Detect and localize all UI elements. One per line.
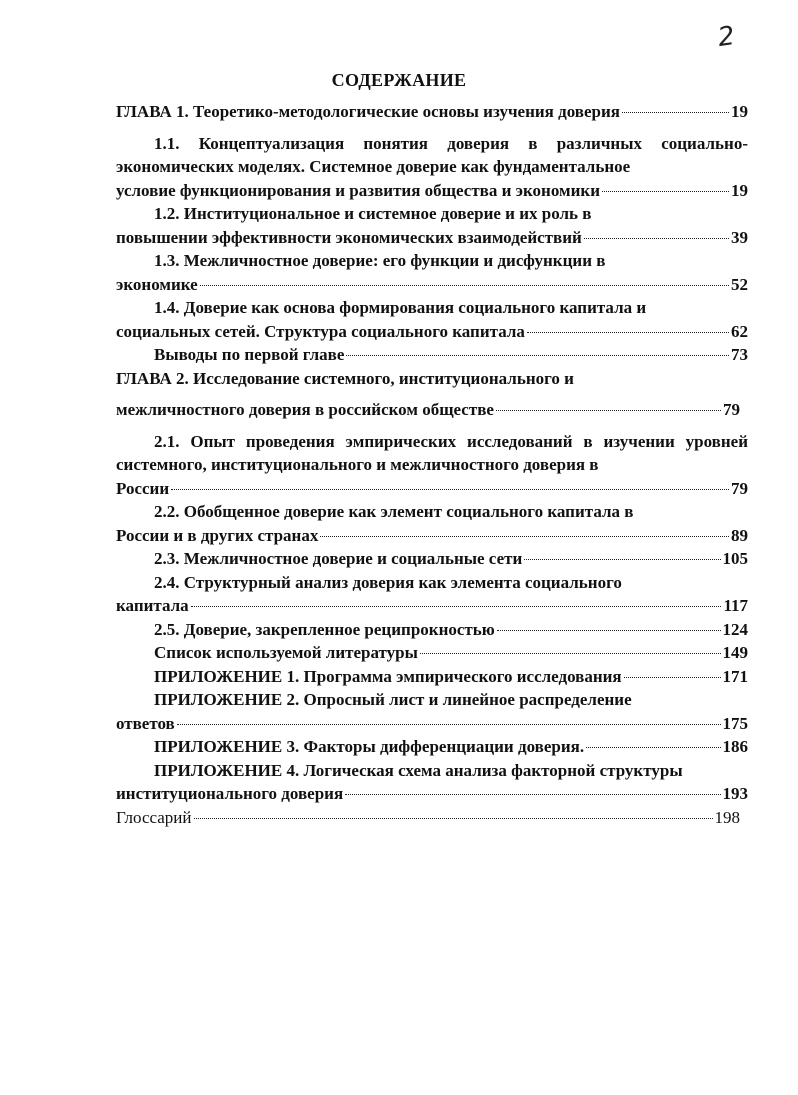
dot-leader [191,606,722,607]
dot-leader [420,653,721,654]
handwritten-page-number: 2 [715,20,737,54]
toc-entry-text: ПРИЛОЖЕНИЕ 1. Программа эмпирического исследования [154,666,622,686]
dot-leader [346,355,729,356]
dot-leader [171,489,729,490]
toc-entry-page: 193 [722,784,748,803]
toc-entry-bibliography[interactable] [116,641,748,665]
toc-entry-page: 198 [714,807,740,827]
toc-entry-conclusions-1[interactable] [116,343,748,367]
dot-leader [496,410,721,411]
toc-entry-text-end: России [116,478,170,498]
toc-entry-text: 2.1. Опыт проведения эмпирических исследований в изучении уровней системного, институционального и межличностного доверия в [116,431,748,474]
toc-entry-glossary[interactable] [116,806,740,830]
toc-entry-text: ПРИЛОЖЕНИЕ 3. Факторы дифференциации доверия. [154,737,585,756]
toc-entry-page: 175 [722,713,748,733]
toc-entry-text: Список используемой литературы [154,643,418,662]
toc-entry-text: ГЛАВА 1. Теоретико-методологические основы изучения доверия [116,102,620,121]
toc-entry-page: 79 [723,400,740,419]
dot-leader [527,332,729,333]
toc-entry-text-end: экономике [116,274,198,294]
toc-entry-text: 2.5. Доверие, закрепленное реципрокностью [154,619,495,639]
toc-entry-text: 1.4. Доверие как основа формирования социального капитала и [154,298,647,317]
toc-entry-text: 1.3. Межличностное доверие: его функции и дисфункции в [154,251,606,270]
dot-leader [194,818,713,819]
dot-leader [320,536,729,537]
toc-entry-1-2[interactable] [116,202,748,249]
toc-entry-page: 19 [731,102,748,121]
dot-leader [622,112,729,113]
toc-entry-page: 62 [731,321,748,341]
toc-title: СОДЕРЖАНИЕ [331,70,467,90]
toc-entry-text-end: повышении эффективности экономических взаимодействий [116,227,582,247]
toc-entry-1-4[interactable] [116,296,748,343]
toc-entry-text: 1.2. Институциональное и системное доверие и их роль в [154,204,592,223]
toc-entry-page: 171 [722,666,748,686]
toc-entry-page: 39 [731,227,748,247]
dot-leader [524,559,720,560]
toc-entry-text-end: институционального доверия [116,784,344,803]
toc-entry-text: ПРИЛОЖЕНИЕ 2. Опросный лист и линейное распределение [154,690,632,709]
toc-entry-2-2[interactable] [116,500,748,547]
toc-entry-page: 52 [731,274,748,294]
toc-entry-2-1[interactable] [116,430,748,501]
dot-leader [624,677,721,678]
toc-entry-chapter-2[interactable] [116,367,748,422]
toc-entry-page: 117 [723,596,748,615]
toc-entry-text: 2.2. Обобщенное доверие как элемент социального капитала в [154,502,634,521]
toc-entry-appendix-1[interactable] [116,665,748,689]
toc-entry-page: 105 [722,549,748,568]
toc-entry-page: 186 [722,737,748,756]
toc-entry-text-end: капитала [116,596,189,615]
toc-entry-page: 73 [731,345,748,364]
toc-entry-page: 149 [722,643,748,662]
toc-entry-2-5[interactable] [116,618,748,642]
toc-entry-text: Глоссарий [116,807,192,827]
toc-entry-1-1[interactable] [116,132,748,203]
dot-leader [345,794,720,795]
toc-entry-text: 2.3. Межличностное доверие и социальные сети [154,549,523,568]
toc-entry-text: ГЛАВА 2. Исследование системного, институционального и [116,368,574,388]
dot-leader [177,724,721,725]
toc-entry-page: 124 [722,619,748,639]
table-of-contents [116,100,748,829]
toc-entry-page: 89 [731,525,748,545]
toc-entry-text-end: межличностного доверия в российском обществе [116,400,494,419]
dot-leader [586,747,720,748]
toc-entry-text-end: ответов [116,713,175,733]
toc-entry-appendix-3[interactable] [116,735,748,759]
toc-entry-chapter-1[interactable] [116,100,748,124]
toc-entry-text: Выводы по первой главе [154,345,345,364]
dot-leader [602,191,729,192]
toc-entry-appendix-2[interactable] [116,688,748,735]
toc-entry-text-end: России и в других странах [116,525,319,545]
toc-entry-appendix-4[interactable] [116,759,748,806]
toc-entry-2-3[interactable] [116,547,748,571]
toc-entry-page: 19 [731,180,748,200]
dot-leader [497,630,721,631]
dot-leader [200,285,729,286]
toc-entry-2-4[interactable] [116,571,748,618]
toc-entry-1-3[interactable] [116,249,748,296]
dot-leader [584,238,729,239]
toc-entry-text: 1.1. Концептуализация понятия доверия в различных социально-экономических моделях. Системное доверие как фундаментальное [116,133,748,176]
toc-entry-text-end: условие функционирования и развития общества и экономики [116,180,600,200]
toc-entry-text: ПРИЛОЖЕНИЕ 4. Логическая схема анализа факторной структуры [154,760,683,780]
toc-entry-text-end: социальных сетей. Структура социального капитала [116,321,525,341]
toc-entry-text: 2.4. Структурный анализ доверия как элемента социального [154,572,622,592]
toc-entry-page: 79 [731,478,748,498]
